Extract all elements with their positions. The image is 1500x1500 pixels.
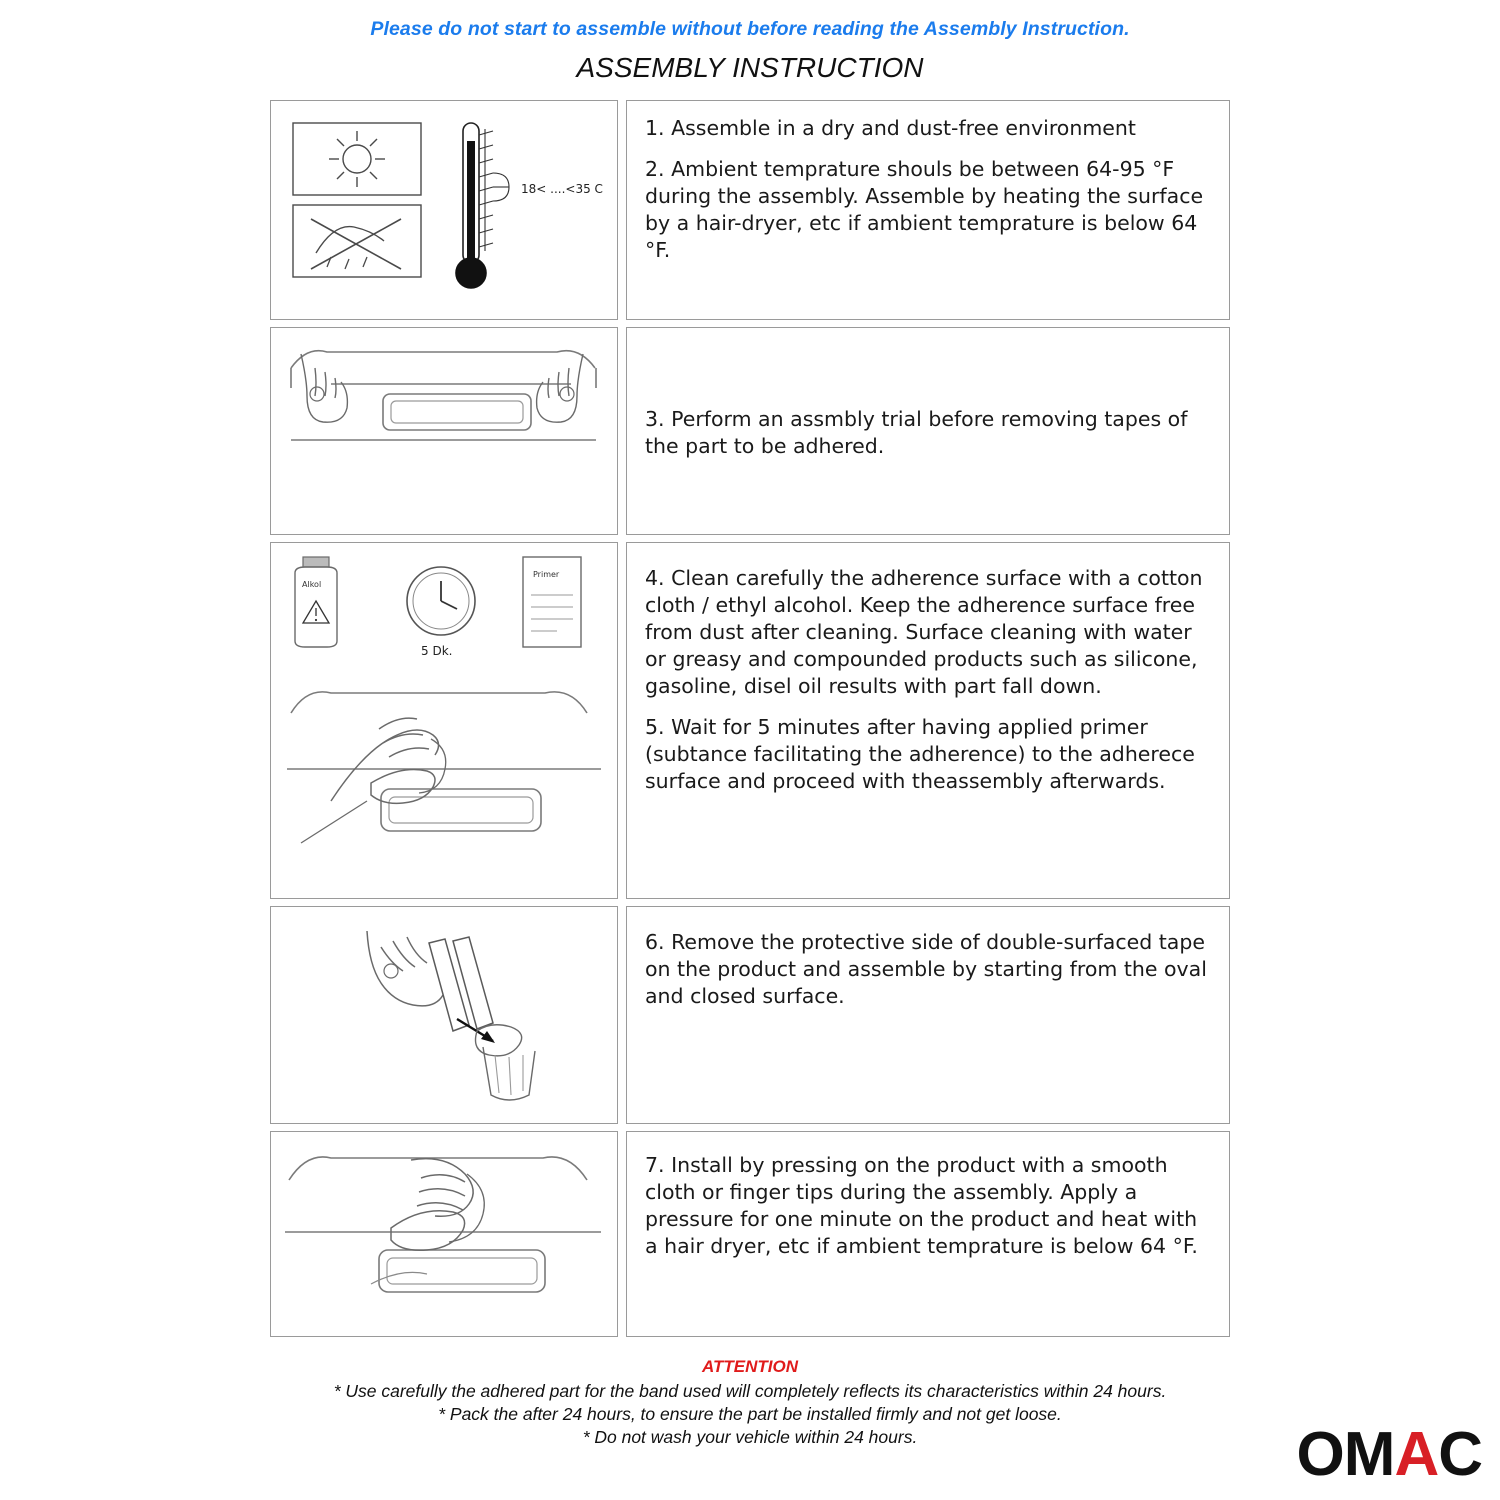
step-5-text: 5. Wait for 5 minutes after having applied primer (subtance facilitating the adherence) to the adherece surface and proceed with theassembly afterwards. xyxy=(645,715,1195,794)
instruction-row xyxy=(270,906,1230,1124)
step-2-text: 2. Ambient temprature shouls be between 64-95 °F during the assembly. Assemble by heating the surface by a hair-dryer, etc if ambient temprature is below 64 °F. xyxy=(645,157,1204,263)
instruction-sheet xyxy=(265,0,1235,1500)
step-1-text: 1. Assemble in a dry and dust-free environment xyxy=(645,116,1136,140)
footer-note: * Pack the after 24 hours, to ensure the part be installed firmly and not get loose. xyxy=(438,1403,1062,1424)
step-6-text: 6. Remove the protective side of double-surfaced tape on the product and assemble by starting from the oval and closed surface. xyxy=(645,930,1207,1009)
text-step-7 xyxy=(626,1131,1230,1337)
illustration-step-1 xyxy=(270,100,618,320)
step-4-text: 4. Clean carefully the adherence surface with a cotton cloth / ethyl alcohol. Keep the adherence surface free from dust after cleaning. Surface cleaning with water or greasy and compounded products such as silicone, gasoline, disel oil results with part fall down. xyxy=(645,566,1203,699)
warning-banner: Please do not start to assemble without before reading the Assembly Instruction. xyxy=(370,18,1130,40)
illustration-step-7 xyxy=(270,1131,618,1337)
logo-letter-m: M xyxy=(1343,1420,1395,1489)
bottle-label: Alkol xyxy=(302,580,322,589)
logo-letter-c: C xyxy=(1438,1420,1482,1489)
step-7-text: 7. Install by pressing on the product with a smooth cloth or finger tips during the assembly. Apply a pressure for one minute on the product and heat with a hair dryer, etc if ambient temprature is below 64 °F. xyxy=(645,1153,1198,1259)
instruction-row xyxy=(270,542,1230,899)
logo-letter-a: A xyxy=(1394,1420,1439,1489)
footer-note: * Do not wash your vehicle within 24 hours. xyxy=(582,1426,918,1447)
instruction-row xyxy=(270,100,1230,320)
illustration-step-3 xyxy=(270,327,618,535)
text-step-3 xyxy=(626,327,1230,535)
instruction-row xyxy=(270,327,1230,535)
illustration-step-4 xyxy=(270,542,618,899)
illustration-step-6 xyxy=(270,906,618,1124)
primer-label: Primer xyxy=(533,570,560,579)
page-title: ASSEMBLY INSTRUCTION xyxy=(576,52,924,83)
thermometer-range-label: 18< ....<35 C xyxy=(521,182,603,196)
instruction-row xyxy=(270,1131,1230,1337)
omac-logo xyxy=(1296,1420,1482,1489)
step-3-text: 3. Perform an assmbly trial before removing tapes of the part to be adhered. xyxy=(645,406,1188,458)
instruction-grid xyxy=(270,100,1230,1344)
text-step-4-5 xyxy=(626,542,1230,899)
footer-note: * Use carefully the adhered part for the band used will completely reflects its characteristics within 24 hours. xyxy=(333,1381,1167,1401)
text-step-1-2 xyxy=(626,100,1230,320)
text-step-6 xyxy=(626,906,1230,1124)
clock-label: 5 Dk. xyxy=(421,644,453,658)
attention-heading: ATTENTION xyxy=(701,1357,798,1376)
footer-notes xyxy=(265,1380,1235,1448)
logo-letter-o: O xyxy=(1296,1420,1344,1489)
